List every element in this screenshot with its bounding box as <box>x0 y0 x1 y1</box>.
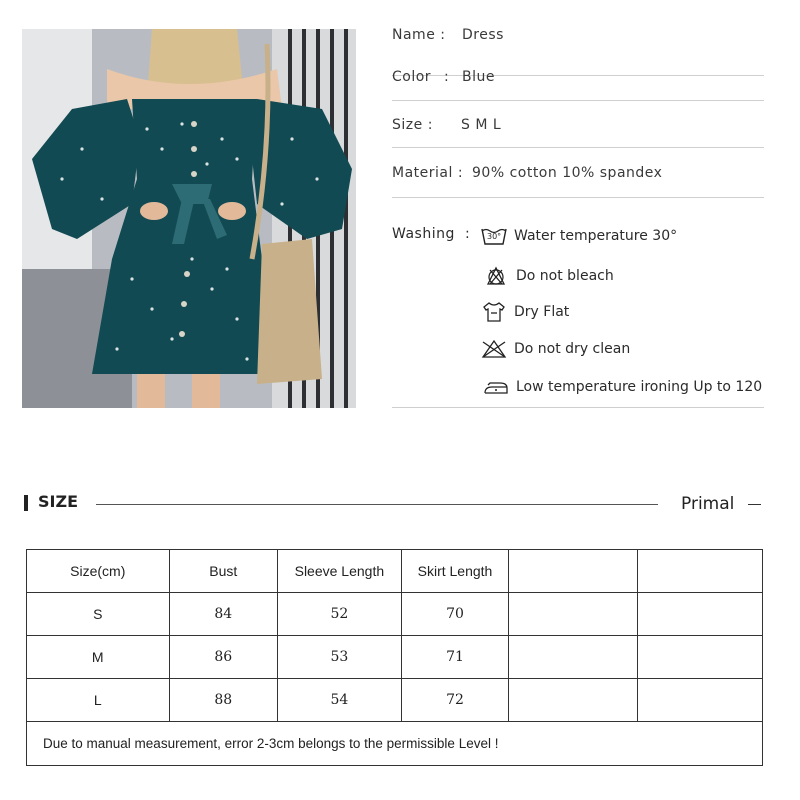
cell-skirt: 71 <box>401 636 509 679</box>
table-header-row <box>27 550 763 593</box>
low-iron-icon <box>482 376 510 398</box>
brand-dash <box>748 504 761 505</box>
wash-item-dry-clean <box>480 338 630 360</box>
material-value: 90% cotton 10% spandex <box>472 165 663 181</box>
cell-bust: 88 <box>169 679 278 722</box>
wash-item-dry-flat <box>480 301 569 323</box>
header-bust: Bust <box>169 550 278 593</box>
cell-size: L <box>27 679 170 722</box>
cell-bust: 84 <box>169 593 278 636</box>
no-bleach-icon <box>482 265 510 287</box>
washing-colon: : <box>465 226 471 242</box>
table-row <box>27 593 763 636</box>
brand-label: Primal <box>681 494 735 514</box>
wash-temp-badge: 30° <box>487 232 502 241</box>
dry-flat-icon <box>480 301 508 323</box>
cell-empty <box>637 679 762 722</box>
cell-sleeve: 52 <box>278 593 402 636</box>
cell-bust: 86 <box>169 636 278 679</box>
size-divider <box>96 504 658 505</box>
washing-section <box>392 226 764 408</box>
spec-color-row <box>392 69 764 101</box>
product-photo <box>22 29 356 408</box>
cell-size: M <box>27 636 170 679</box>
wash-text-dry-clean: Do not dry clean <box>514 341 631 357</box>
cell-sleeve: 53 <box>278 636 402 679</box>
cell-sleeve: 54 <box>278 679 402 722</box>
header-size: Size(cm) <box>27 550 170 593</box>
table-note-row <box>27 722 763 766</box>
header-empty-2 <box>637 550 762 593</box>
wash-text-iron: Low temperature ironing Up to 120 <box>516 379 763 395</box>
size-section-title: SIZE <box>38 492 79 511</box>
header-skirt: Skirt Length <box>401 550 509 593</box>
measurement-note: Due to manual measurement, error 2-3cm belongs to the permissible Level ! <box>27 722 763 766</box>
cell-empty <box>637 593 762 636</box>
spec-size-row <box>392 117 764 148</box>
wash-text-bleach: Do not bleach <box>516 268 614 284</box>
washing-label: Washing <box>392 226 455 242</box>
cell-skirt: 70 <box>401 593 509 636</box>
cell-size: S <box>27 593 170 636</box>
cell-empty <box>509 636 637 679</box>
name-label: Name : <box>392 27 446 43</box>
material-label: Material : <box>392 165 464 181</box>
color-value: Blue <box>462 69 495 85</box>
table-row <box>27 679 763 722</box>
wash-item-temperature <box>480 225 677 247</box>
size-value: S M L <box>461 117 502 133</box>
no-dry-clean-icon <box>480 338 508 360</box>
size-table <box>26 549 763 766</box>
cell-empty <box>637 636 762 679</box>
cell-skirt: 72 <box>401 679 509 722</box>
size-label: Size : <box>392 117 433 133</box>
header-sleeve: Sleeve Length <box>278 550 402 593</box>
header-empty-1 <box>509 550 637 593</box>
table-row <box>27 636 763 679</box>
cell-empty <box>509 593 637 636</box>
wash-item-bleach <box>482 265 614 287</box>
wash-text-temperature: Water temperature 30° <box>514 228 678 244</box>
color-label: Color <box>392 69 432 85</box>
name-value: Dress <box>462 27 504 43</box>
wash-30-icon <box>480 225 508 247</box>
size-section-bar <box>24 495 28 511</box>
spec-material-row <box>392 165 764 198</box>
wash-text-dry-flat: Dry Flat <box>514 304 570 320</box>
color-colon: : <box>444 69 450 85</box>
cell-empty <box>509 679 637 722</box>
wash-item-iron <box>482 376 762 398</box>
